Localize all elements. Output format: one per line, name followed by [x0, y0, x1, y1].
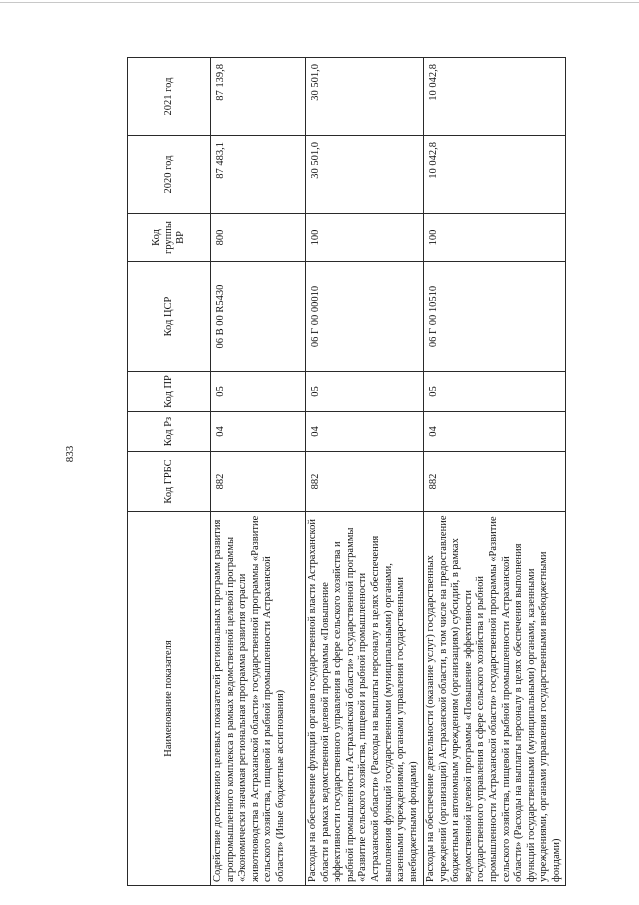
row-rz: 04	[306, 412, 424, 452]
row-pr: 05	[424, 372, 566, 412]
header-pr: Код ПР	[128, 372, 211, 412]
table-row	[306, 58, 424, 886]
budget-table	[127, 57, 566, 886]
header-row	[128, 58, 211, 886]
header-rz: Код Рз	[128, 412, 211, 452]
row-grbs: 882	[306, 452, 424, 512]
row-name: Расходы на обеспечение деятельности (оказание услуг) государственных учреждений (организаций) Астраханской области, в том числе на предоставление бюджетным и автономным учреждениям (организациям) субсидий, в рамках ведомственной целевой программы «Повышение эффективности государственного управления в сфере сельского хозяйства и рыбной промышленности Астраханской области» государственной программы «Развитие сельского хозяйства, пищевой и рыбной промышленности Астраханской области» (Расходы на выплаты персоналу в целях обеспечения выполнения функций государственными (муниципальными) органами, казенными учреждениями, органами управления государственными внебюджетными фондами)	[424, 512, 566, 886]
row-2021: 10 042,8	[424, 58, 566, 136]
page-number: 833	[64, 445, 76, 463]
row-2020: 30 501,0	[306, 136, 424, 214]
row-vr: 800	[211, 214, 306, 262]
row-rz: 04	[424, 412, 566, 452]
header-2021: 2021 год	[128, 58, 211, 136]
row-csr: 06 Г 00 10510	[424, 262, 566, 372]
row-csr: 06 Г 00 00010	[306, 262, 424, 372]
row-rz: 04	[211, 412, 306, 452]
table-body	[211, 58, 566, 886]
header-grbs: Код ГРБС	[128, 452, 211, 512]
row-vr: 100	[424, 214, 566, 262]
row-grbs: 882	[424, 452, 566, 512]
header-vr: Код группы ВР	[128, 214, 211, 262]
rotated-table-container	[127, 58, 562, 886]
row-csr: 06 В 00 R5430	[211, 262, 306, 372]
table-row	[211, 58, 306, 886]
row-2020: 10 042,8	[424, 136, 566, 214]
row-pr: 05	[306, 372, 424, 412]
row-name: Содействие достижению целевых показателей региональных программ развития агропромышленного комплекса в рамках ведомственной целевой программы «Экономически значимая региональная программа развития отрасли животноводства в Астраханской области» государственной программы «Развитие сельского хозяйства, пищевой и рыбной промышленности Астраханской области» (Иные бюджетные ассигнования)	[211, 512, 306, 886]
row-grbs: 882	[211, 452, 306, 512]
row-2021: 30 501,0	[306, 58, 424, 136]
scan-edge-line	[0, 2, 639, 3]
table-row	[424, 58, 566, 886]
header-name: Наименование показателя	[128, 512, 211, 886]
row-pr: 05	[211, 372, 306, 412]
row-vr: 100	[306, 214, 424, 262]
header-csr: Код ЦСР	[128, 262, 211, 372]
row-name: Расходы на обеспечение функций органов государственной власти Астраханской области в рамках ведомственной целевой программы «Повышение эффективности государственного управления в сфере сельского хозяйства и рыбной промышленности Астраханской области» государственной программы «Развитие сельского хозяйства, пищевой и рыбной промышленности Астраханской области» (Расходы на выплаты персоналу в целях обеспечения выполнения функций государственными (муниципальными) органами, казенными учреждениями, органами управления государственными внебюджетными фондами)	[306, 512, 424, 886]
row-2021: 87 139,8	[211, 58, 306, 136]
row-2020: 87 483,1	[211, 136, 306, 214]
header-2020: 2020 год	[128, 136, 211, 214]
table-header	[128, 58, 211, 886]
